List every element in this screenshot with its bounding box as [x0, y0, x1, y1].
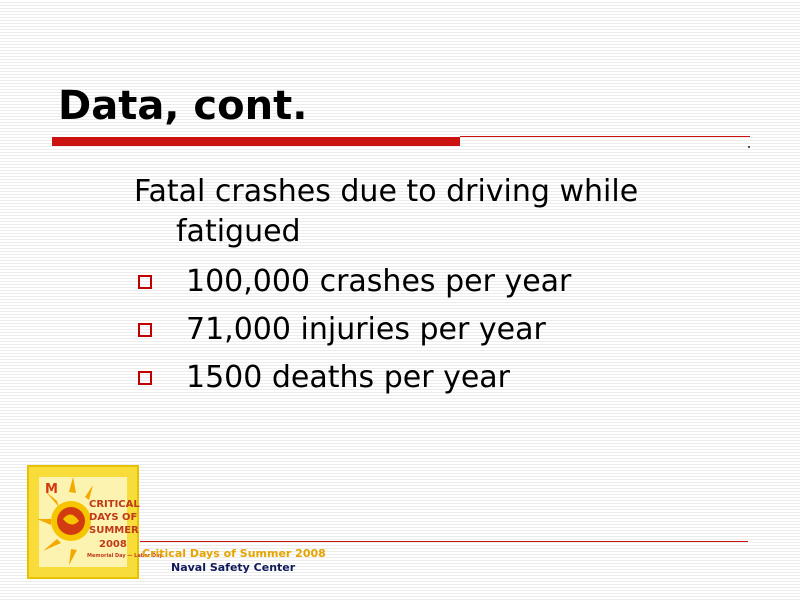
bullet-text: 71,000 injuries per year	[186, 312, 546, 347]
title-rule-dot	[748, 146, 750, 148]
square-bullet-icon	[138, 371, 152, 385]
bullet-list	[134, 258, 734, 402]
footer-rule	[140, 541, 748, 542]
footer-organization: Naval Safety Center	[171, 561, 296, 574]
slide-title: Data, cont.	[58, 83, 308, 129]
logo-line-summer: SUMMER	[89, 525, 139, 536]
svg-text:M: M	[45, 482, 58, 497]
list-item	[134, 354, 734, 402]
title-rule-thick	[52, 137, 460, 146]
slide-content	[134, 172, 734, 402]
square-bullet-icon	[138, 275, 152, 289]
list-item	[134, 306, 734, 354]
sun-icon	[29, 467, 163, 577]
logo-line-critical: CRITICAL	[89, 499, 140, 510]
logo-line-dates: Memorial Day — Labor Day	[87, 553, 163, 559]
square-bullet-icon	[138, 323, 152, 337]
bullet-text: 1500 deaths per year	[186, 360, 511, 395]
intro-text: Fatal crashes due to driving while fatigued	[134, 174, 639, 249]
bullet-text: 100,000 crashes per year	[186, 264, 572, 299]
list-item	[134, 258, 734, 306]
title-rule-thin	[460, 136, 750, 137]
critical-days-of-summer-logo	[27, 465, 163, 579]
logo-line-year: 2008	[99, 539, 127, 550]
logo-line-days: DAYS OF	[89, 512, 138, 523]
footer-title: Critical Days of Summer 2008	[142, 547, 326, 560]
